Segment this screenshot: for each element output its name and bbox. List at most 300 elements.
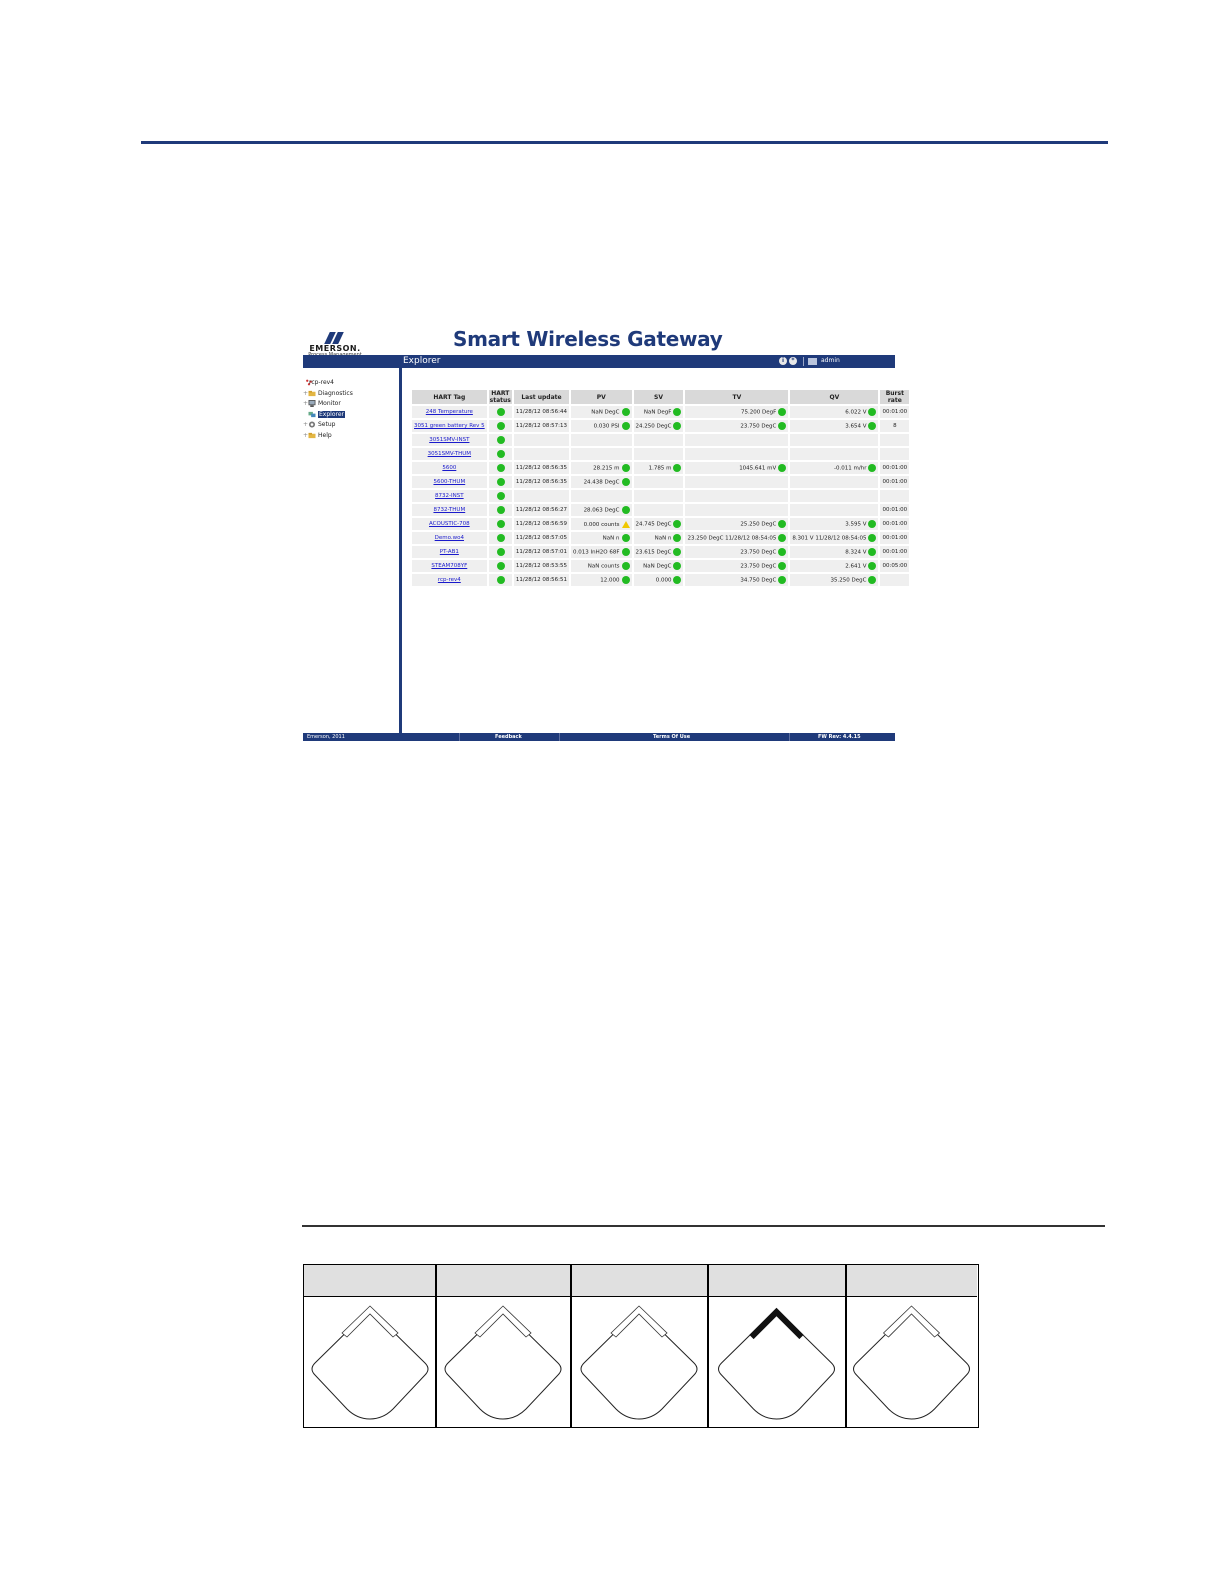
table-cell[interactable]	[412, 406, 487, 418]
cell-value: 11/28/12 08:57:13	[515, 423, 568, 429]
table-cell	[489, 434, 512, 446]
table-cell	[880, 518, 909, 530]
table-row	[412, 406, 909, 418]
tree-item-root[interactable]	[303, 378, 399, 389]
gateway-led-icon	[846, 1297, 977, 1427]
cell-value[interactable]: ACOUSTIC-708	[429, 521, 470, 527]
table-cell	[514, 406, 569, 418]
table-cell	[489, 532, 512, 544]
table-cell	[571, 476, 631, 488]
cell-value[interactable]: Demo.wo4	[434, 535, 465, 541]
table-cell	[489, 518, 512, 530]
table-cell	[489, 560, 512, 572]
status-ok-icon	[622, 562, 630, 570]
folder-icon	[308, 432, 316, 439]
table-cell	[685, 532, 788, 544]
table-cell	[634, 434, 684, 446]
gateway-led-icon	[571, 1297, 707, 1427]
app-title: Smart Wireless Gateway	[453, 327, 723, 351]
cell-value: NaN n	[654, 535, 672, 542]
user-icon	[808, 358, 817, 365]
cell-value: 8	[893, 423, 897, 429]
table-row	[412, 532, 909, 544]
gateway-body-outline	[854, 1309, 970, 1419]
cell-value: 23.250 DegC 11/28/12 08:54:05	[687, 535, 777, 542]
cell-value: 11/28/12 08:56:44	[515, 409, 568, 415]
cell-value: 11/28/12 08:53:55	[515, 563, 568, 569]
feedback-link[interactable]: Feedback	[495, 734, 522, 740]
cell-value: 11/28/12 08:56:35	[515, 465, 568, 471]
table-cell	[489, 504, 512, 516]
table-cell	[489, 574, 512, 586]
table-cell	[489, 490, 512, 502]
table-cell	[634, 490, 684, 502]
table-cell	[571, 504, 631, 516]
warning-icon	[622, 521, 630, 528]
tree-item-label: Setup	[318, 421, 336, 428]
table-cell[interactable]	[412, 462, 487, 474]
table-cell	[571, 518, 631, 530]
cell-value: 11/28/12 08:57:05	[515, 535, 568, 541]
table-cell	[489, 476, 512, 488]
status-ok-icon	[497, 506, 505, 514]
table-cell	[634, 532, 684, 544]
cell-value[interactable]: PT-AB1	[439, 549, 459, 555]
table-cell	[790, 560, 878, 572]
cell-value: 00:01:00	[882, 535, 908, 541]
table-cell	[790, 420, 878, 432]
cell-value: 3.595 V	[845, 521, 867, 528]
tree-item-help[interactable]	[303, 431, 399, 442]
table-cell[interactable]	[412, 574, 487, 586]
gateway-body-outline	[312, 1309, 428, 1419]
table-cell	[514, 504, 569, 516]
table-cell	[685, 420, 788, 432]
table-cell	[790, 406, 878, 418]
cell-value: 23.750 DegC	[740, 563, 777, 570]
cell-value: 1.785 m	[648, 465, 672, 472]
status-ok-icon	[868, 576, 876, 584]
status-ok-icon	[778, 548, 786, 556]
table-cell	[571, 462, 631, 474]
status-ok-icon	[868, 562, 876, 570]
cell-value[interactable]: 3051SMV-INST	[429, 437, 470, 443]
table-cell	[634, 476, 684, 488]
status-ok-icon	[497, 534, 505, 542]
table-cell	[685, 462, 788, 474]
led-diagram-cell	[436, 1297, 570, 1427]
cell-value: 11/28/12 08:57:01	[515, 549, 568, 555]
table-row	[412, 420, 909, 432]
cell-value: 11/28/12 08:56:35	[515, 479, 568, 485]
cell-value: 23.750 DegC	[740, 423, 777, 430]
status-ok-icon	[673, 576, 681, 584]
cell-value: 12.000	[600, 577, 620, 584]
table-cell[interactable]	[412, 448, 487, 460]
table-header-row	[412, 390, 909, 404]
expand-icon[interactable]: +	[303, 431, 309, 439]
table-cell	[790, 574, 878, 586]
status-ok-icon	[673, 408, 681, 416]
settings-icon[interactable]: *	[789, 357, 797, 365]
cell-value: 00:01:00	[882, 549, 908, 555]
navigation-tree	[303, 378, 399, 441]
cell-value: 23.750 DegC	[740, 549, 777, 556]
table-cell	[880, 560, 909, 572]
table-cell	[514, 476, 569, 488]
cell-value: 00:01:00	[882, 507, 908, 513]
cell-value: NaN DegC	[643, 563, 672, 570]
table-cell	[489, 462, 512, 474]
status-ok-icon	[868, 548, 876, 556]
cell-value[interactable]: STEAM708YF	[431, 563, 468, 569]
table-cell[interactable]	[412, 420, 487, 432]
led-diagram-cell	[571, 1297, 707, 1427]
cell-value: 1045.641 mV	[739, 465, 777, 472]
firmware-revision: FW Rev: 4.4.15	[818, 734, 861, 740]
status-ok-icon	[622, 576, 630, 584]
table-cell	[880, 574, 909, 586]
table-cell	[880, 462, 909, 474]
table-cell[interactable]	[412, 546, 487, 558]
tree-item-label: Diagnostics	[318, 389, 353, 397]
status-ok-icon	[622, 548, 630, 556]
table-cell	[880, 476, 909, 488]
cell-value: 00:05:00	[882, 563, 908, 569]
table-cell	[571, 406, 631, 418]
table-cell	[634, 546, 684, 558]
status-ok-icon	[778, 408, 786, 416]
table-cell	[514, 448, 569, 460]
cell-value[interactable]: 5600-THUM	[433, 479, 466, 485]
cell-value: 0.000 counts	[583, 521, 620, 528]
cell-value: 23.615 DegC	[635, 549, 672, 556]
table-cell	[634, 462, 684, 474]
table-cell	[634, 574, 684, 586]
monitor-icon	[308, 400, 316, 407]
tree-item-setup[interactable]	[303, 420, 399, 431]
table-cell	[685, 518, 788, 530]
gateway-led-icon	[305, 1297, 435, 1427]
column-header[interactable]: Last update	[514, 390, 569, 404]
column-header[interactable]: HART status	[489, 390, 511, 404]
status-ok-icon	[497, 548, 505, 556]
status-ok-icon	[622, 506, 630, 514]
cell-value: 25.250 DegC	[740, 521, 777, 528]
table-row	[412, 490, 909, 502]
cell-value: 0.000	[655, 577, 672, 584]
cell-value: -0.011 m/hr	[834, 465, 867, 472]
cell-value: 6.022 V	[845, 409, 867, 416]
cell-value: 8.324 V	[845, 549, 867, 556]
status-ok-icon	[868, 464, 876, 472]
cell-value: 00:01:00	[882, 409, 908, 415]
table-cell	[634, 504, 684, 516]
table-cell	[790, 448, 878, 460]
cell-value[interactable]: 8732-THUM	[433, 507, 466, 513]
tree-item-label: Explorer	[319, 410, 344, 418]
table-row	[412, 462, 909, 474]
table-cell	[685, 546, 788, 558]
cell-value: 28.063 DegC	[583, 507, 620, 514]
status-ok-icon	[497, 436, 505, 444]
column-header[interactable]: QV	[790, 390, 878, 404]
user-name[interactable]: admin	[821, 357, 840, 364]
table-cell	[489, 448, 512, 460]
status-ok-icon	[622, 408, 630, 416]
table-cell	[571, 532, 631, 544]
table-cell	[790, 518, 878, 530]
table-cell	[880, 448, 909, 460]
table-cell	[790, 476, 878, 488]
table-cell[interactable]	[412, 518, 487, 530]
status-ok-icon	[622, 464, 630, 472]
top-bar	[303, 355, 895, 368]
status-ok-icon	[673, 520, 681, 528]
table-cell	[790, 504, 878, 516]
cell-value: NaN n	[602, 535, 620, 542]
cell-value[interactable]: 5600	[442, 465, 457, 471]
cell-value: 11/28/12 08:56:59	[515, 521, 568, 527]
gateway-body-outline	[581, 1309, 697, 1419]
cell-value[interactable]: 3051SMV-THUM	[427, 451, 472, 457]
table-cell	[489, 420, 512, 432]
top-rule	[141, 141, 1108, 144]
status-ok-icon	[673, 464, 681, 472]
status-ok-icon	[497, 464, 505, 472]
status-ok-icon	[622, 478, 630, 486]
table-cell[interactable]	[412, 476, 487, 488]
table-cell	[514, 560, 569, 572]
table-cell	[685, 574, 788, 586]
cell-value: 35.250 DegC	[830, 577, 867, 584]
status-ok-icon	[622, 422, 630, 430]
cell-value: 8.301 V 11/28/12 08:54:05	[792, 535, 867, 542]
cell-value: 24.438 DegC	[583, 479, 620, 486]
expand-icon[interactable]: +	[303, 400, 309, 407]
column-header[interactable]: Burst rate	[880, 390, 909, 404]
status-ok-icon	[497, 408, 505, 416]
table-row	[412, 560, 909, 572]
table-cell	[489, 546, 512, 558]
status-ok-icon	[497, 492, 505, 500]
status-ok-icon	[778, 520, 786, 528]
device-table	[410, 388, 911, 588]
table-cell	[571, 448, 631, 460]
footer-separator	[459, 733, 460, 741]
table-row	[412, 476, 909, 488]
table-row	[412, 518, 909, 530]
status-ok-icon	[497, 520, 505, 528]
table-cell	[571, 490, 631, 502]
gateway-led-icon	[436, 1297, 570, 1427]
table-cell	[634, 518, 684, 530]
table-cell[interactable]	[412, 532, 487, 544]
gear-icon	[308, 421, 316, 428]
status-ok-icon	[778, 464, 786, 472]
status-ok-icon	[868, 534, 876, 542]
cell-value: NaN DegC	[591, 409, 620, 416]
gateway-screenshot	[303, 320, 908, 741]
table-cell	[514, 532, 569, 544]
table-cell	[514, 574, 569, 586]
footer-separator	[789, 733, 790, 741]
led-diagram-cell	[708, 1297, 845, 1427]
table-cell	[880, 532, 909, 544]
table-cell	[514, 420, 569, 432]
table-cell	[571, 574, 631, 586]
cell-value: 24.250 DegC	[635, 423, 672, 430]
tree-item-label: Help	[318, 431, 332, 439]
cell-value: 3.654 V	[845, 423, 867, 430]
table-cell	[880, 420, 909, 432]
table-cell	[790, 532, 878, 544]
page-title: Explorer	[403, 356, 441, 366]
cell-value: 28.215 m	[593, 465, 620, 472]
tree-item-label: rcp-rev4	[309, 379, 335, 386]
table-cell	[634, 560, 684, 572]
footer-separator	[559, 733, 560, 741]
tree-item-explorer[interactable]	[303, 410, 399, 421]
table-cell[interactable]	[412, 560, 487, 572]
footer-copyright: Emerson, 2011	[307, 734, 345, 740]
status-ok-icon	[497, 422, 505, 430]
status-ok-icon	[673, 548, 681, 556]
status-ok-icon	[497, 576, 505, 584]
status-ok-icon	[497, 450, 505, 458]
cell-value: 34.750 DegC	[740, 577, 777, 584]
table-cell	[634, 420, 684, 432]
table-cell	[514, 518, 569, 530]
cell-value: 00:01:00	[882, 465, 908, 471]
status-ok-icon	[778, 576, 786, 584]
table-cell[interactable]	[412, 504, 487, 516]
cell-value: NaN counts	[587, 563, 620, 570]
table-row	[412, 504, 909, 516]
table-cell	[634, 448, 684, 460]
cell-value[interactable]: rcp-rev4	[437, 577, 461, 583]
status-ok-icon	[622, 534, 630, 542]
table-cell	[571, 546, 631, 558]
table-cell	[685, 504, 788, 516]
cell-value: 2.641 V	[845, 563, 867, 570]
column-header[interactable]: TV	[685, 390, 788, 404]
status-ok-icon	[778, 562, 786, 570]
table-cell	[880, 406, 909, 418]
table-cell	[880, 546, 909, 558]
led-status-table	[303, 1264, 979, 1428]
cell-value: 75.200 DegF	[741, 409, 777, 416]
table-cell	[571, 560, 631, 572]
table-cell	[685, 490, 788, 502]
column-header[interactable]: PV	[571, 390, 631, 404]
table-row	[412, 448, 909, 460]
cell-value[interactable]: 8732-INST	[435, 493, 464, 499]
status-ok-icon	[673, 534, 681, 542]
table-cell[interactable]	[412, 434, 487, 446]
table-cell[interactable]	[412, 490, 487, 502]
cell-value[interactable]: 248 Temperature	[425, 409, 473, 415]
tree-item-monitor[interactable]	[303, 399, 399, 410]
column-header[interactable]: SV	[634, 390, 684, 404]
table-cell	[514, 462, 569, 474]
status-ok-icon	[497, 562, 505, 570]
table-row	[412, 574, 909, 586]
cell-value[interactable]: 3051 green battery Rev 5	[414, 423, 485, 429]
table-cell	[790, 546, 878, 558]
table-cell	[790, 490, 878, 502]
tree-item-diagnostics[interactable]	[303, 389, 399, 400]
section-rule	[302, 1225, 1105, 1227]
table-cell	[514, 434, 569, 446]
status-ok-icon	[673, 562, 681, 570]
column-header[interactable]: HART Tag	[412, 390, 487, 404]
table-cell	[685, 560, 788, 572]
tree-item-label: Monitor	[318, 400, 341, 407]
table-cell	[685, 434, 788, 446]
cell-value: 24.745 DegC	[635, 521, 672, 528]
status-ok-icon	[868, 520, 876, 528]
cell-value: 0.030 PSI	[593, 423, 620, 430]
table-cell	[514, 546, 569, 558]
emerson-logo-mark	[305, 332, 365, 344]
table-cell	[685, 476, 788, 488]
table-cell	[571, 420, 631, 432]
status-ok-icon	[778, 534, 786, 542]
sidebar-divider	[399, 368, 402, 734]
table-cell	[489, 406, 512, 418]
terms-link[interactable]: Terms Of Use	[653, 734, 691, 740]
table-cell	[685, 448, 788, 460]
table-cell	[685, 406, 788, 418]
info-icon[interactable]: i	[779, 357, 787, 365]
table-cell	[880, 490, 909, 502]
expand-icon[interactable]: +	[303, 389, 309, 397]
table-row	[412, 546, 909, 558]
table-cell	[514, 490, 569, 502]
cell-value: 00:01:00	[882, 479, 908, 485]
led-diagram-cell	[846, 1297, 977, 1427]
cell-value: 00:01:00	[882, 521, 908, 527]
footer-bar	[303, 733, 895, 741]
cell-value: 11/28/12 08:56:27	[515, 507, 568, 513]
expand-icon[interactable]: +	[303, 421, 309, 428]
status-ok-icon	[497, 478, 505, 486]
table-row	[412, 434, 909, 446]
cell-value: 11/28/12 08:56:51	[515, 577, 568, 583]
gateway-body-outline	[719, 1309, 835, 1419]
table-cell	[880, 434, 909, 446]
cell-value: 0.013 InH2O 68F	[573, 549, 620, 556]
status-ok-icon	[868, 422, 876, 430]
table-cell	[790, 434, 878, 446]
table-cell	[634, 406, 684, 418]
status-ok-icon	[673, 422, 681, 430]
table-cell	[790, 462, 878, 474]
cell-value: NaN DegF	[643, 409, 672, 416]
folder-icon	[308, 390, 316, 397]
led-table-header	[304, 1265, 977, 1297]
status-ok-icon	[778, 422, 786, 430]
led-diagram-cell	[305, 1297, 435, 1427]
explorer-icon	[308, 411, 316, 418]
gateway-body-outline	[445, 1309, 561, 1419]
gateway-led-icon	[708, 1297, 845, 1427]
table-cell	[880, 504, 909, 516]
table-cell	[571, 434, 631, 446]
logo-brand: EMERSON.	[309, 344, 361, 353]
toolbar-separator	[803, 357, 804, 366]
